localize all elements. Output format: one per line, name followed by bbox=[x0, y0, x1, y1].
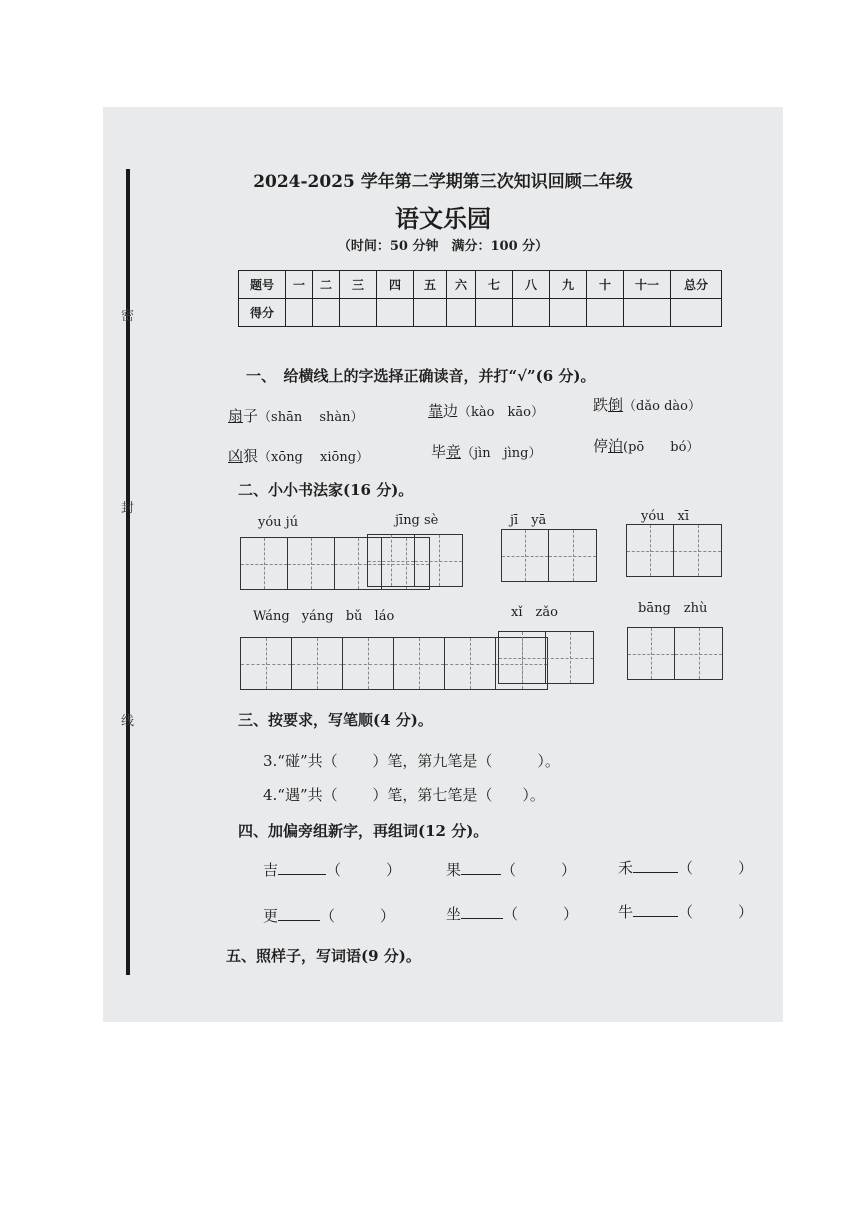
subject-title: 语文乐园 bbox=[395, 204, 491, 233]
writing-grid[interactable] bbox=[626, 524, 722, 577]
column-header: 十一 bbox=[624, 271, 671, 299]
answer-paren[interactable]: （ ） bbox=[326, 861, 402, 879]
section4-title: 四、加偏旁组新字，再组词(12 分)。 bbox=[238, 822, 489, 840]
binding-mark: 线 bbox=[121, 714, 135, 729]
radical-item bbox=[446, 859, 576, 880]
column-header: 一 bbox=[286, 271, 313, 299]
answer-paren[interactable]: （ ） bbox=[678, 859, 754, 877]
score-cell[interactable] bbox=[513, 299, 550, 327]
section1-title: 一、 给横线上的字选择正确读音，并打“√”(6 分)。 bbox=[246, 367, 596, 385]
answer-paren[interactable]: （ ） bbox=[678, 903, 754, 921]
word-rest: 毕 bbox=[431, 443, 447, 461]
answer-paren[interactable]: （ ） bbox=[320, 907, 396, 925]
target-char: 扇 bbox=[228, 407, 244, 425]
pinyin-label: yóu jú bbox=[258, 515, 299, 530]
word-rest: 狠 bbox=[243, 447, 259, 465]
target-char: 倒 bbox=[608, 396, 624, 414]
score-cell[interactable] bbox=[377, 299, 414, 327]
pronunciation-item bbox=[228, 405, 364, 426]
stroke-question[interactable]: 4.“遇”共（ ）笔，第七笔是（ ）。 bbox=[263, 786, 545, 804]
pinyin-options[interactable]: （xōng xiōng） bbox=[258, 450, 370, 465]
word-rest: 停 bbox=[593, 437, 609, 455]
table-row bbox=[239, 299, 722, 327]
pronunciation-item bbox=[428, 400, 544, 421]
radical-item bbox=[618, 901, 753, 922]
answer-blank[interactable] bbox=[278, 860, 326, 875]
base-char: 吉 bbox=[263, 861, 279, 879]
answer-paren[interactable]: （ ） bbox=[501, 861, 577, 879]
pronunciation-item bbox=[431, 441, 541, 462]
row-label: 题号 bbox=[239, 271, 286, 299]
word-rest: 跌 bbox=[593, 396, 609, 414]
exam-paper bbox=[103, 107, 783, 1022]
pronunciation-item bbox=[228, 445, 369, 466]
radical-item bbox=[618, 857, 753, 878]
score-cell[interactable] bbox=[313, 299, 340, 327]
base-char: 更 bbox=[263, 907, 279, 925]
column-header: 五 bbox=[414, 271, 447, 299]
row-label: 得分 bbox=[239, 299, 286, 327]
base-char: 禾 bbox=[618, 859, 634, 877]
answer-blank[interactable] bbox=[278, 906, 320, 921]
column-header: 二 bbox=[313, 271, 340, 299]
score-cell[interactable] bbox=[414, 299, 447, 327]
score-cell[interactable] bbox=[550, 299, 587, 327]
pinyin-options[interactable]: （jìn jìng） bbox=[461, 446, 542, 461]
score-cell[interactable] bbox=[671, 299, 722, 327]
column-header: 十 bbox=[587, 271, 624, 299]
pinyin-options[interactable]: （kào kāo） bbox=[458, 405, 544, 420]
column-header: 总分 bbox=[671, 271, 722, 299]
score-cell[interactable] bbox=[447, 299, 476, 327]
section2-title: 二、小小书法家(16 分)。 bbox=[238, 481, 414, 499]
column-header: 九 bbox=[550, 271, 587, 299]
writing-grid[interactable] bbox=[367, 534, 463, 587]
pronunciation-item bbox=[593, 435, 699, 456]
pinyin-options[interactable]: （shān shàn） bbox=[258, 410, 364, 425]
answer-blank[interactable] bbox=[633, 858, 678, 873]
base-char: 果 bbox=[446, 861, 462, 879]
score-cell[interactable] bbox=[286, 299, 313, 327]
score-cell[interactable] bbox=[340, 299, 377, 327]
radical-item bbox=[263, 905, 395, 926]
base-char: 坐 bbox=[446, 905, 462, 923]
answer-paren[interactable]: （ ） bbox=[503, 905, 579, 923]
writing-grid[interactable] bbox=[627, 627, 723, 680]
column-header: 六 bbox=[447, 271, 476, 299]
column-header: 四 bbox=[377, 271, 414, 299]
word-rest: 子 bbox=[243, 407, 259, 425]
pinyin-options[interactable]: (pō bó） bbox=[623, 440, 700, 455]
word-rest: 边 bbox=[443, 402, 459, 420]
radical-item bbox=[446, 903, 578, 924]
radical-item bbox=[263, 859, 401, 880]
pronunciation-item bbox=[593, 394, 701, 415]
table-row bbox=[239, 271, 722, 299]
pinyin-options[interactable]: （dǎo dào） bbox=[623, 399, 701, 414]
answer-blank[interactable] bbox=[461, 860, 501, 875]
target-char: 靠 bbox=[428, 402, 444, 420]
section5-title: 五、照样子，写词语(9 分)。 bbox=[226, 947, 421, 965]
pinyin-label: jīng sè bbox=[395, 513, 439, 528]
writing-grid[interactable] bbox=[501, 529, 597, 582]
target-char: 凶 bbox=[228, 447, 244, 465]
score-cell[interactable] bbox=[476, 299, 513, 327]
score-cell[interactable] bbox=[624, 299, 671, 327]
column-header: 七 bbox=[476, 271, 513, 299]
binding-line bbox=[126, 169, 130, 975]
exam-title: 2024-2025 学年第二学期第三次知识回顾二年级 bbox=[253, 172, 633, 192]
target-char: 竟 bbox=[446, 443, 462, 461]
target-char: 泊 bbox=[608, 437, 624, 455]
binding-mark: 封 bbox=[121, 501, 135, 516]
section3-title: 三、按要求，写笔顺(4 分)。 bbox=[238, 711, 433, 729]
pinyin-label: xǐ zǎo bbox=[511, 605, 558, 620]
stroke-question[interactable]: 3.“碰”共（ ）笔，第九笔是（ ）。 bbox=[263, 752, 560, 770]
answer-blank[interactable] bbox=[633, 902, 678, 917]
score-cell[interactable] bbox=[587, 299, 624, 327]
pinyin-label: Wáng yáng bǔ láo bbox=[253, 609, 395, 624]
column-header: 三 bbox=[340, 271, 377, 299]
score-table bbox=[238, 270, 722, 327]
pinyin-label: bāng zhù bbox=[638, 601, 708, 616]
answer-blank[interactable] bbox=[461, 904, 503, 919]
base-char: 牛 bbox=[618, 903, 634, 921]
exam-info: （时间：50 分钟 满分：100 分） bbox=[337, 239, 549, 254]
pinyin-label: yóu xī bbox=[641, 509, 690, 524]
writing-grid[interactable] bbox=[498, 631, 594, 684]
pinyin-label: jī yā bbox=[510, 513, 547, 528]
binding-mark: 密 bbox=[121, 309, 135, 324]
column-header: 八 bbox=[513, 271, 550, 299]
